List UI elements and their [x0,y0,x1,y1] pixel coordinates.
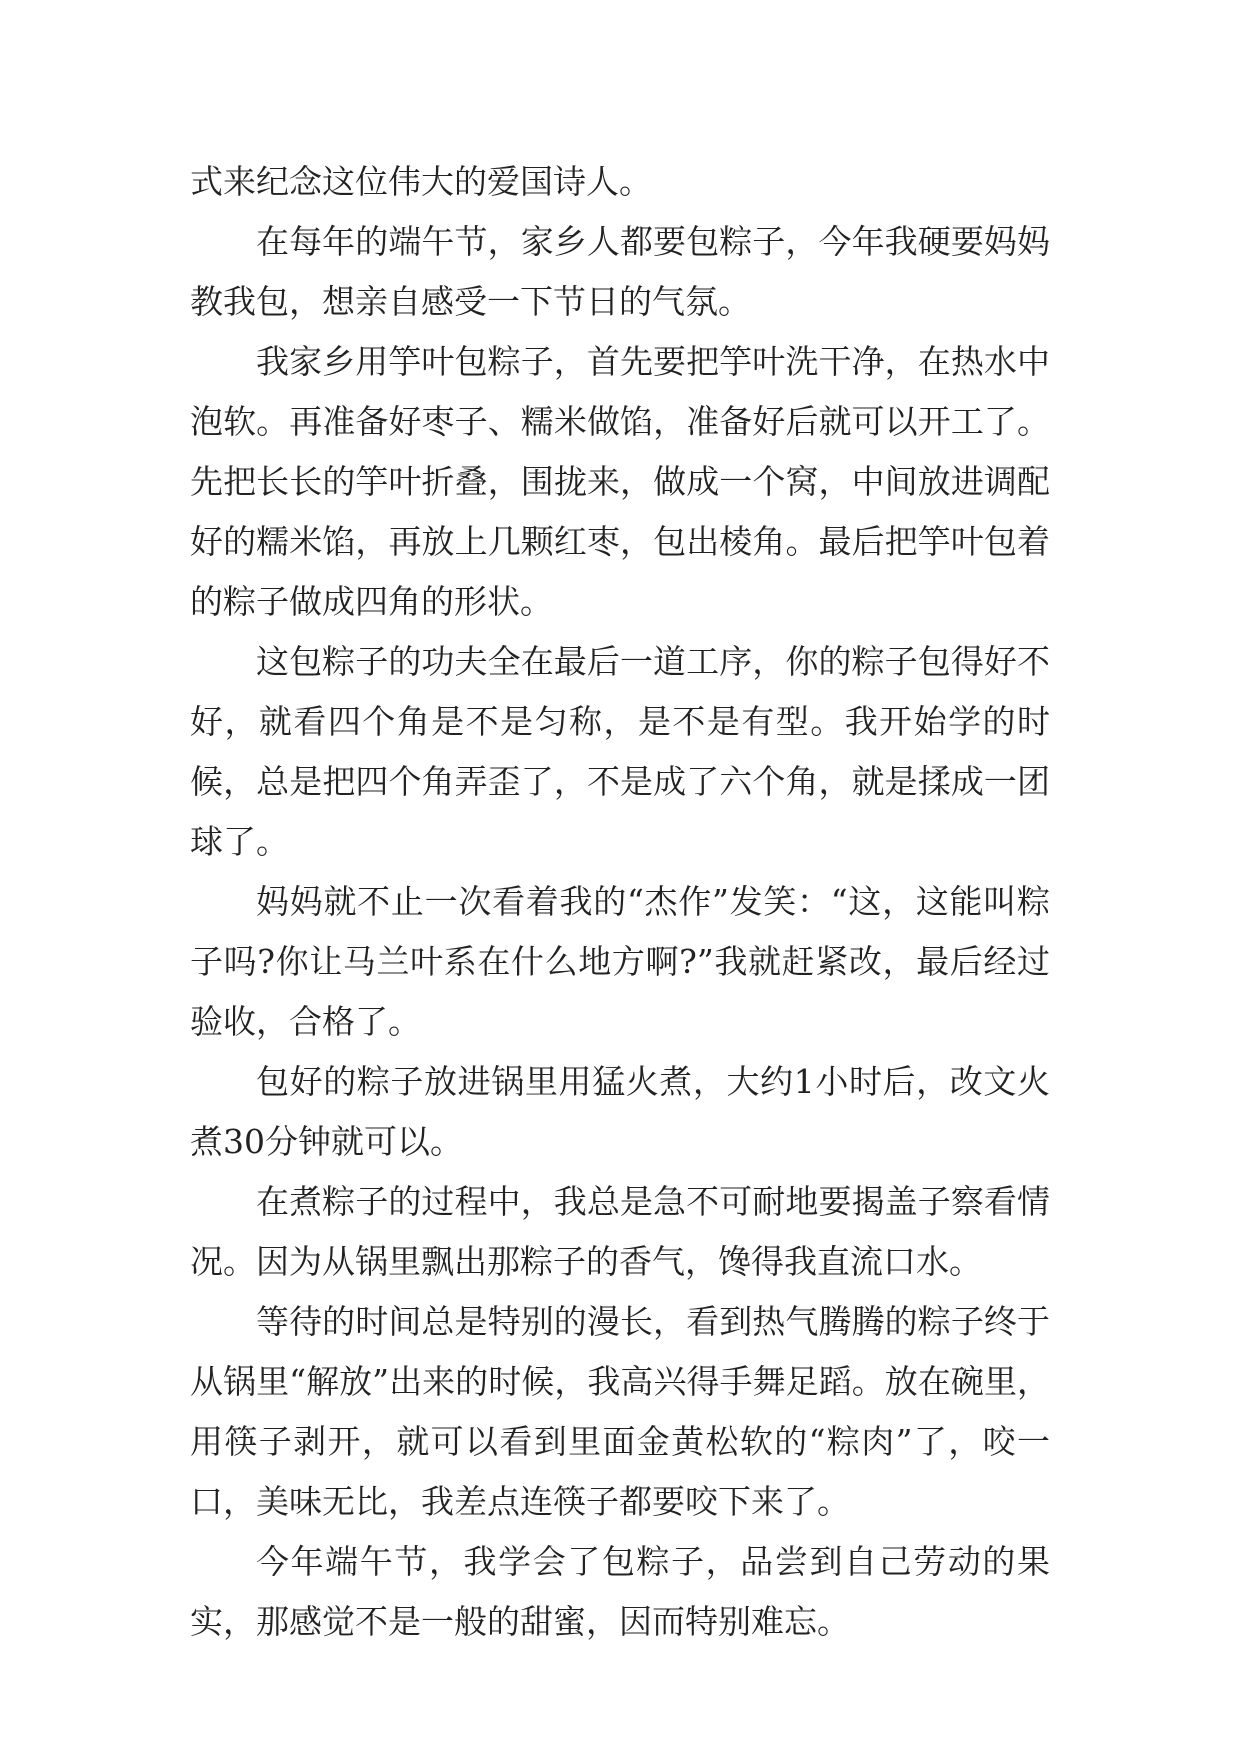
essay-body [190,152,1050,1652]
paragraph-3: 我家乡用竽叶包粽子，首先要把竽叶洗干净，在热水中泡软。再准备好枣子、糯米做馅，准备好后就可以开工了。先把长长的竽叶折叠，围拢来，做成一个窝，中间放进调配好的糯米馅，再放上几颗红枣，包出棱角。最后把竽叶包着的粽子做成四角的形状。 [190,342,1050,621]
paragraph-2: 在每年的端午节，家乡人都要包粽子，今年我硬要妈妈教我包，想亲自感受一下节日的气氛。 [190,222,1050,321]
paragraph-8: 等待的时间总是特别的漫长，看到热气腾腾的粽子终于从锅里“解放”出来的时候，我高兴得手舞足蹈。放在碗里，用筷子剥开，就可以看到里面金黄松软的“粽肉”了，咬一口，美味无比，我差点连筷子都要咬下来了。 [190,1302,1050,1521]
paragraph-7: 在煮粽子的过程中，我总是急不可耐地要揭盖子察看情况。因为从锅里飘出那粽子的香气，馋得我直流口水。 [190,1182,1050,1281]
paragraph-6: 包好的粽子放进锅里用猛火煮，大约1小时后，改文火煮30分钟就可以。 [190,1062,1050,1161]
paragraph-continued: 式来纪念这位伟大的爱国诗人。 [190,162,652,201]
paragraph-4: 这包粽子的功夫全在最后一道工序，你的粽子包得好不好，就看四个角是不是匀称，是不是有型。我开始学的时候，总是把四个角弄歪了，不是成了六个角，就是揉成一团球了。 [190,642,1050,861]
paragraph-9: 今年端午节，我学会了包粽子，品尝到自己劳动的果实，那感觉不是一般的甜蜜，因而特别难忘。 [190,1542,1050,1641]
paragraph-5: 妈妈就不止一次看着我的“杰作”发笑：“这，这能叫粽子吗?你让马兰叶系在什么地方啊?”我就赶紧改，最后经过验收，合格了。 [190,882,1050,1041]
